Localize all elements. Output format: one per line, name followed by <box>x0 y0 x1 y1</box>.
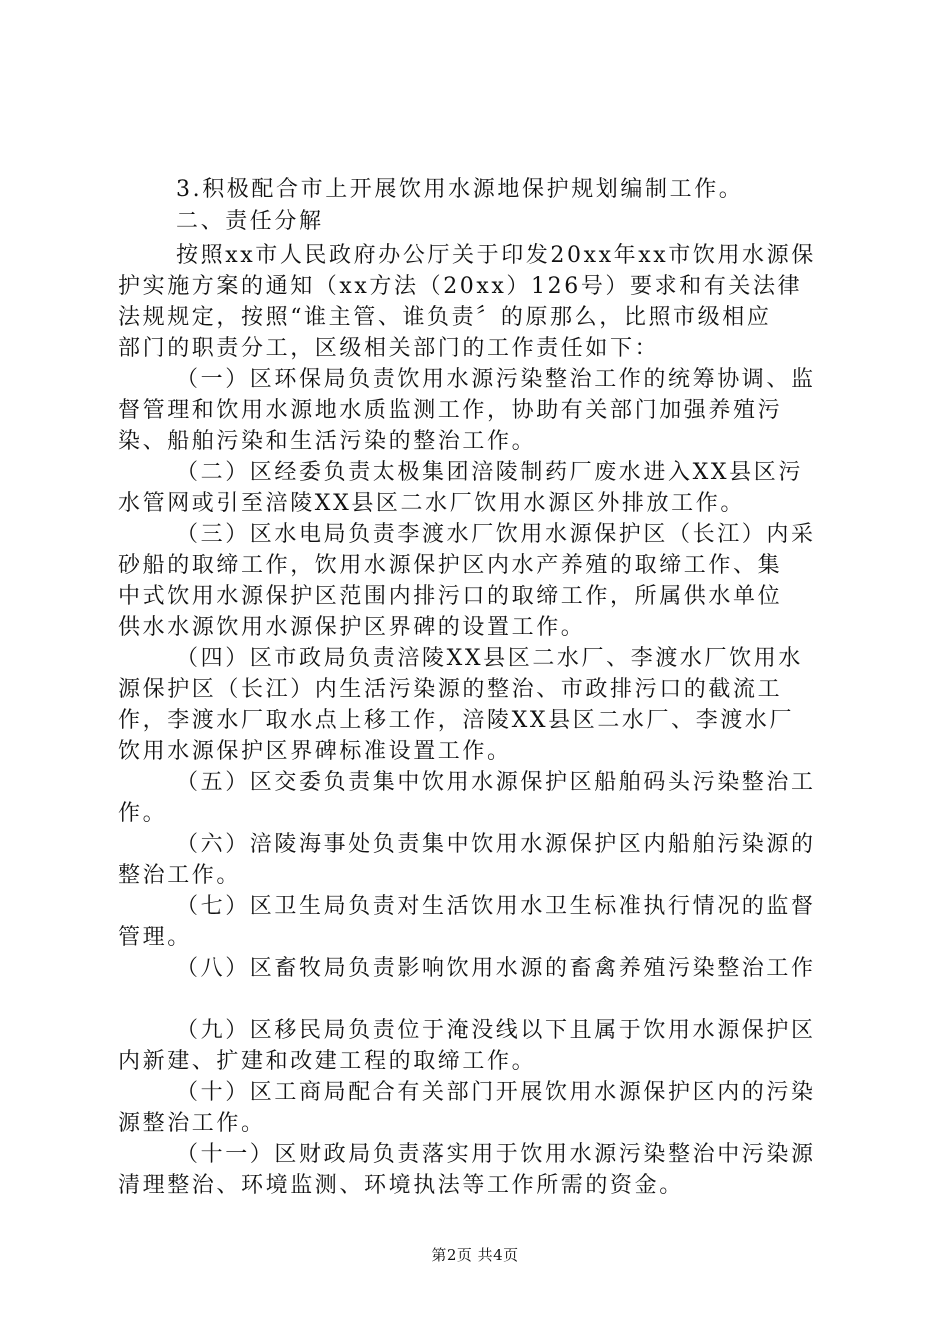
paragraph-line: （七）区卫生局负责对生活饮用水卫生标准执行情况的监督 <box>176 894 816 919</box>
paragraph-line: （十）区工商局配合有关部门开展饮用水源保护区内的污染 <box>176 1080 816 1105</box>
paragraph-line: （九）区移民局负责位于淹没线以下且属于饮用水源保护区 <box>176 1018 816 1043</box>
paragraph-line: （五）区交委负责集中饮用水源保护区船舶码头污染整治工 <box>176 770 816 795</box>
page-number: 第2页 共4页 <box>431 1246 519 1264</box>
paragraph-line: （十一）区财政局负责落实用于饮用水源污染整治中污染源 <box>176 1142 816 1167</box>
paragraph-line: 砂船的取缔工作，饮用水源保护区内水产养殖的取缔工作、集 <box>118 553 783 578</box>
paragraph-line: 护实施方案的通知（xx方法（20xx）126号）要求和有关法律 <box>118 274 803 299</box>
paragraph-line: 督管理和饮用水源地水质监测工作，协助有关部门加强养殖污 <box>118 398 783 423</box>
paragraph-line: （六）涪陵海事处负责集中饮用水源保护区内船舶污染源的 <box>176 832 816 857</box>
paragraph-line: 中式饮用水源保护区范围内排污口的取缔工作，所属供水单位 <box>118 584 783 609</box>
paragraph-line: 内新建、扩建和改建工程的取缔工作。 <box>118 1049 537 1074</box>
section-heading: 二、责任分解 <box>176 209 324 234</box>
paragraph-line: 管理。 <box>118 925 192 950</box>
paragraph-line: 源整治工作。 <box>118 1111 266 1136</box>
paragraph-line: 整治工作。 <box>118 863 242 888</box>
paragraph-line: （二）区经委负责太极集团涪陵制药厂废水进入XX县区污 <box>176 460 803 485</box>
paragraph-line: 供水水源饮用水源保护区界碑的设置工作。 <box>118 615 586 640</box>
paragraph-line: 源保护区（长江）内生活污染源的整治、市政排污口的截流工 <box>118 677 783 702</box>
paragraph-line: 作，李渡水厂取水点上移工作，涪陵XX县区二水厂、李渡水厂 <box>118 708 795 733</box>
paragraph-line: （一）区环保局负责饮用水源污染整治工作的统筹协调、监 <box>176 367 816 392</box>
paragraph-line: 水管网或引至涪陵XX县区二水厂饮用水源区外排放工作。 <box>118 491 745 516</box>
paragraph-line: （八）区畜牧局负责影响饮用水源的畜禽养殖污染整治工作 <box>176 956 816 981</box>
paragraph-line: 按照xx市人民政府办公厅关于印发20xx年xx市饮用水源保 <box>176 243 816 268</box>
paragraph-line: 饮用水源保护区界碑标准设置工作。 <box>118 739 512 764</box>
paragraph-line: （四）区市政局负责涪陵XX县区二水厂、李渡水厂饮用水 <box>176 646 803 671</box>
paragraph-line: 染、船舶污染和生活污染的整治工作。 <box>118 429 537 454</box>
paragraph-item-3: 3.积极配合市上开展饮用水源地保护规划编制工作。 <box>176 177 744 202</box>
paragraph-line: 作。 <box>118 801 168 826</box>
paragraph-line: 法规规定，按照“谁主管、谁负责〞的原那么，比照市级相应 <box>118 305 772 330</box>
paragraph-line: 部门的职责分工，区级相关部门的工作责任如下： <box>118 336 660 361</box>
paragraph-line: （三）区水电局负责李渡水厂饮用水源保护区（长江）内采 <box>176 522 816 547</box>
paragraph-line: 清理整治、环境监测、环境执法等工作所需的资金。 <box>118 1173 684 1198</box>
